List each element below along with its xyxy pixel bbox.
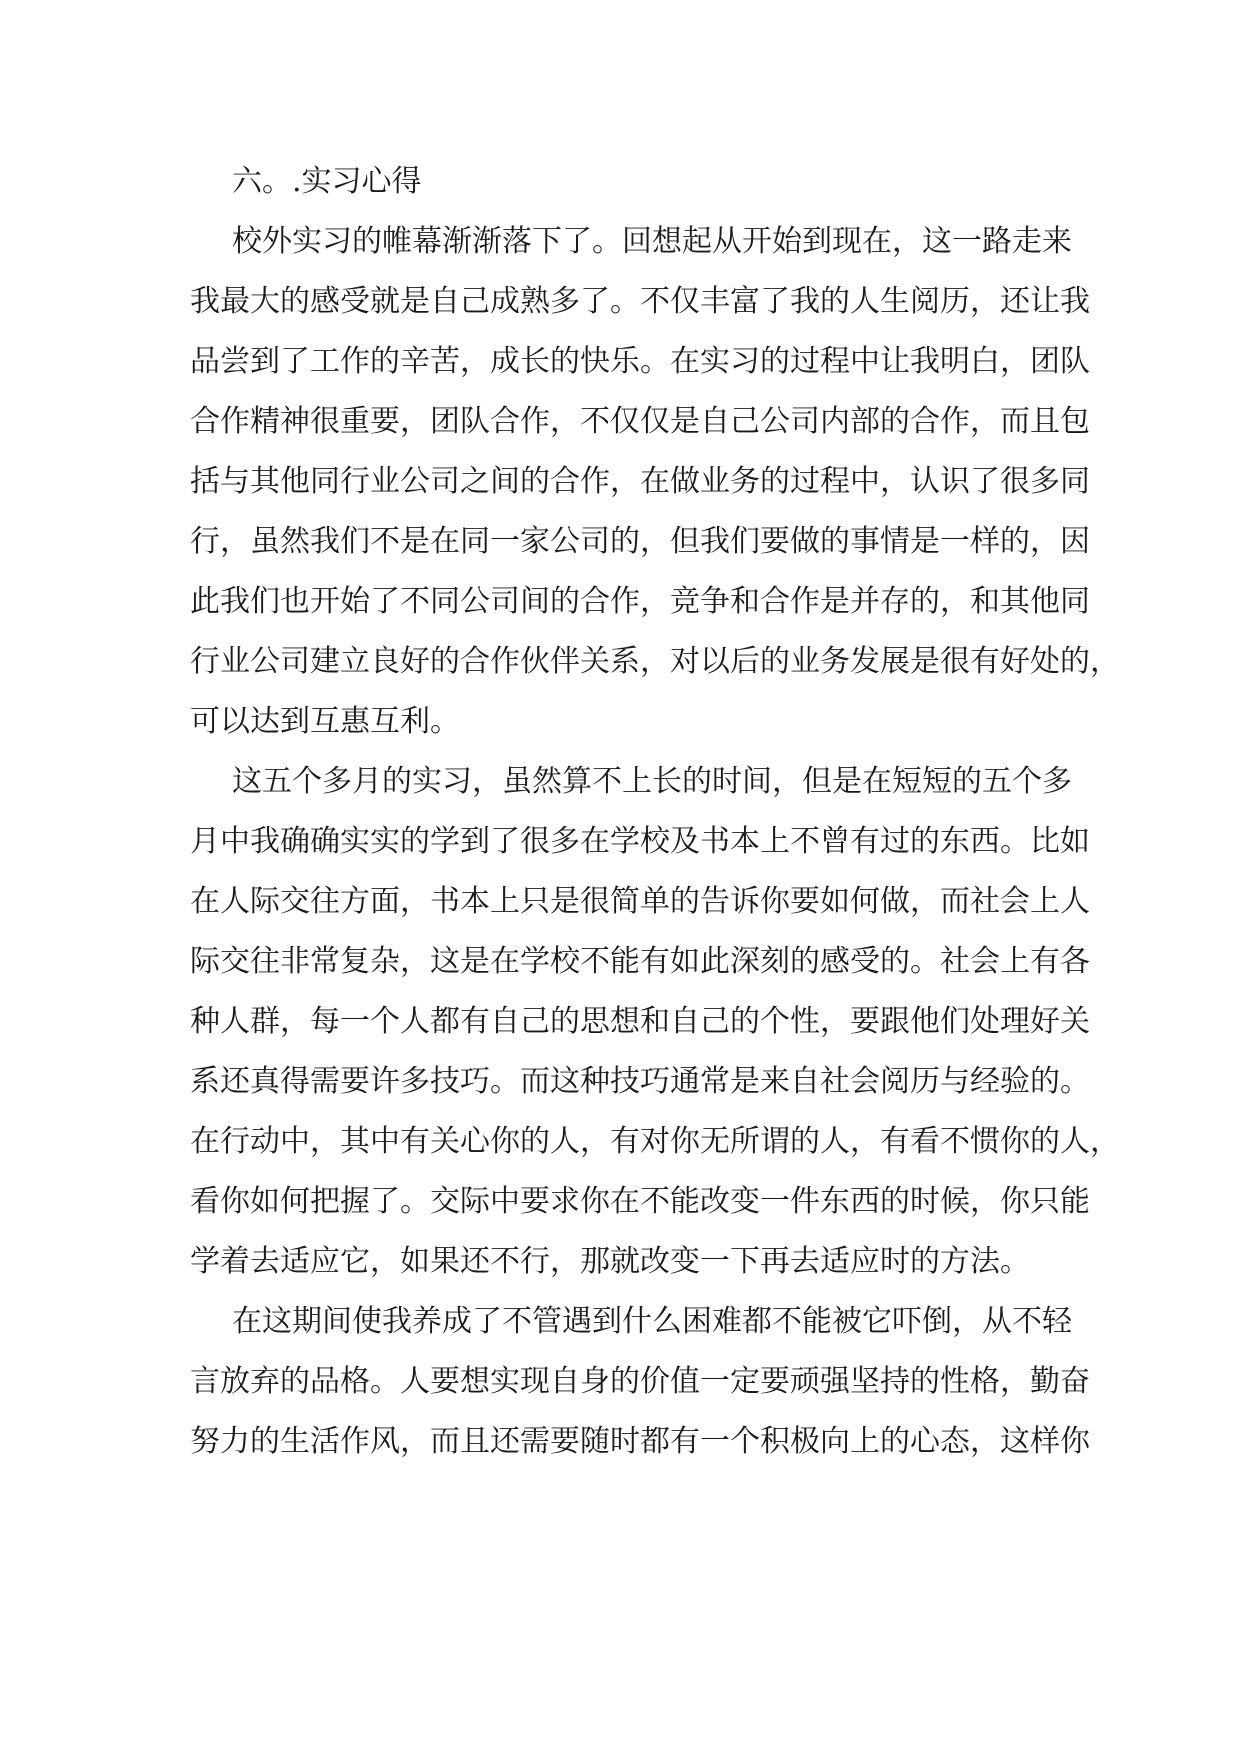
paragraph-line: 系还真得需要许多技巧。而这种技巧通常是来自社会阅历与经验的。 xyxy=(190,1064,1090,1099)
paragraph-line: 种人群，每一个人都有自己的思想和自己的个性，要跟他们处理好关 xyxy=(190,1004,1090,1039)
paragraph-line: 行，虽然我们不是在同一家公司的，但我们要做的事情是一样的，因 xyxy=(190,524,1090,559)
paragraph-line: 学着去适应它，如果还不行，那就改变一下再去适应时的方法。 xyxy=(190,1244,1030,1279)
paragraph-line: 这五个多月的实习，虽然算不上长的时间，但是在短短的五个多 xyxy=(232,764,1072,799)
paragraph-line: 校外实习的帷幕渐渐落下了。回想起从开始到现在，这一路走来 xyxy=(232,224,1072,259)
paragraph-line: 在行动中，其中有关心你的人，有对你无所谓的人，有看不惯你的人， xyxy=(190,1124,1120,1159)
paragraph-line: 际交往非常复杂，这是在学校不能有如此深刻的感受的。社会上有各 xyxy=(190,944,1090,979)
section-heading: 六。.实习心得 xyxy=(232,164,422,199)
paragraph-line: 行业公司建立良好的合作伙伴关系，对以后的业务发展是很有好处的， xyxy=(190,644,1120,679)
paragraph-line: 可以达到互惠互利。 xyxy=(190,704,460,739)
paragraph-line: 此我们也开始了不同公司间的合作，竞争和合作是并存的，和其他同 xyxy=(190,584,1090,619)
paragraph-line: 品尝到了工作的辛苦，成长的快乐。在实习的过程中让我明白，团队 xyxy=(190,344,1090,379)
paragraph-line: 努力的生活作风，而且还需要随时都有一个积极向上的心态，这样你 xyxy=(190,1424,1090,1459)
paragraph-line: 合作精神很重要，团队合作，不仅仅是自己公司内部的合作，而且包 xyxy=(190,404,1090,439)
paragraph-line: 在人际交往方面，书本上只是很简单的告诉你要如何做，而社会上人 xyxy=(190,884,1090,919)
paragraph-line: 我最大的感受就是自己成熟多了。不仅丰富了我的人生阅历，还让我 xyxy=(190,284,1090,319)
paragraph-line: 括与其他同行业公司之间的合作，在做业务的过程中，认识了很多同 xyxy=(190,464,1090,499)
paragraph-line: 看你如何把握了。交际中要求你在不能改变一件东西的时候，你只能 xyxy=(190,1184,1090,1219)
paragraph-line: 月中我确确实实的学到了很多在学校及书本上不曾有过的东西。比如 xyxy=(190,824,1090,859)
paragraph-line: 在这期间使我养成了不管遇到什么困难都不能被它吓倒，从不轻 xyxy=(232,1304,1072,1339)
paragraph-line: 言放弃的品格。人要想实现自身的价值一定要顽强坚持的性格，勤奋 xyxy=(190,1364,1090,1399)
